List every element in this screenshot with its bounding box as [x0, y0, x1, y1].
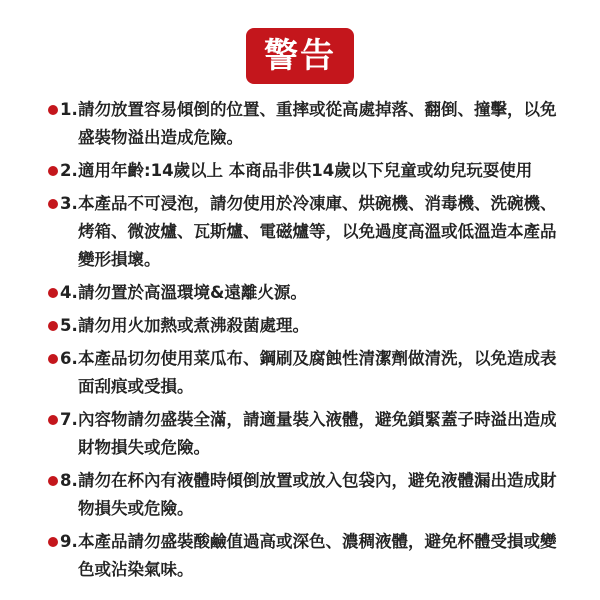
warning-item-text: 請勿置於高溫環境&遠離火源。 — [78, 283, 307, 302]
bullet-dot-icon — [48, 166, 58, 176]
warning-item — [0, 406, 600, 462]
warning-item-number: 7. — [60, 410, 78, 429]
warning-item-number: 3. — [60, 194, 78, 213]
warning-list — [0, 96, 600, 589]
warning-item-text: 適用年齡:14歲以上 本商品非供14歲以下兒童或幼兒玩耍使用 — [78, 161, 533, 180]
bullet-dot-icon — [48, 105, 58, 115]
warning-item-text: 本產品請勿盛裝酸鹼值過高或深色、濃稠液體，避免杯體受損或變色或沾染氣味。 — [78, 532, 557, 579]
warning-item-number: 2. — [60, 161, 78, 180]
warning-item-text: 本產品不可浸泡，請勿使用於冷凍庫、烘碗機、消毒機、洗碗機、烤箱、微波爐、瓦斯爐、電磁爐等，以免過度高溫或低溫造本產品變形損壞。 — [78, 194, 557, 269]
bullet-dot-icon — [48, 537, 58, 547]
warning-title: 警告 — [264, 36, 336, 76]
warning-item-number: 8. — [60, 471, 78, 490]
warning-item-number: 6. — [60, 349, 78, 368]
warning-item — [0, 157, 600, 185]
bullet-dot-icon — [48, 415, 58, 425]
bullet-dot-icon — [48, 199, 58, 209]
warning-item-number: 5. — [60, 316, 78, 335]
warning-item-text: 本產品切勿使用菜瓜布、鋼刷及腐蝕性清潔劑做清洗，以免造成表面刮痕或受損。 — [78, 349, 557, 396]
warning-item — [0, 190, 600, 274]
warning-title-badge — [246, 28, 354, 84]
warning-item-number: 1. — [60, 100, 78, 119]
warning-item-number: 9. — [60, 532, 78, 551]
warning-item — [0, 467, 600, 523]
warning-item-text: 請勿用火加熱或煮沸殺菌處理。 — [78, 316, 309, 335]
warning-item-number: 4. — [60, 283, 78, 302]
warning-item — [0, 345, 600, 401]
warning-item — [0, 96, 600, 152]
warning-item — [0, 528, 600, 584]
warning-item-text: 請勿在杯內有液體時傾倒放置或放入包袋內，避免液體漏出造成財物損失或危險。 — [78, 471, 557, 518]
warning-item-text: 內容物請勿盛裝全滿，請適量裝入液體，避免鎖緊蓋子時溢出造成財物損失或危險。 — [78, 410, 557, 457]
warning-item — [0, 279, 600, 307]
warning-item — [0, 312, 600, 340]
bullet-dot-icon — [48, 354, 58, 364]
bullet-dot-icon — [48, 321, 58, 331]
bullet-dot-icon — [48, 288, 58, 298]
warning-item-text: 請勿放置容易傾倒的位置、重摔或從高處掉落、翻倒、撞擊，以免盛裝物溢出造成危險。 — [78, 100, 557, 147]
bullet-dot-icon — [48, 476, 58, 486]
